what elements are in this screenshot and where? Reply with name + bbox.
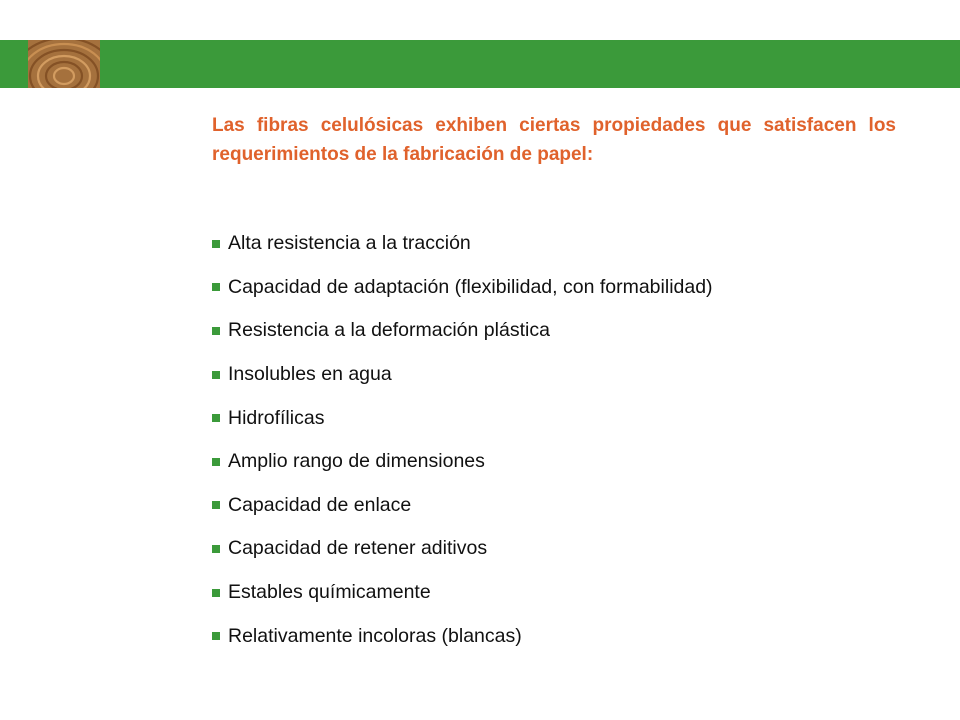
header-bar xyxy=(0,40,960,88)
list-item xyxy=(212,440,713,484)
square-bullet-icon xyxy=(212,458,220,466)
wood-rings-icon xyxy=(28,40,100,88)
list-item xyxy=(212,614,713,658)
list-item-label: Amplio rango de dimensiones xyxy=(228,450,485,473)
intro-heading: Las fibras celulósicas exhiben ciertas propiedades que satisfacen los requerimientos de la fabricación de papel: xyxy=(212,115,896,165)
list-item xyxy=(212,266,713,310)
list-item xyxy=(212,527,713,571)
square-bullet-icon xyxy=(212,414,220,422)
list-item-label: Estables químicamente xyxy=(228,581,431,604)
property-list xyxy=(212,222,713,658)
square-bullet-icon xyxy=(212,283,220,291)
list-item-label: Capacidad de retener aditivos xyxy=(228,537,488,560)
square-bullet-icon xyxy=(212,632,220,640)
list-item-label: Resistencia a la deformación plástica xyxy=(228,319,550,342)
list-item xyxy=(212,353,713,397)
square-bullet-icon xyxy=(212,327,220,335)
square-bullet-icon xyxy=(212,501,220,509)
list-item-label: Relativamente incoloras (blancas) xyxy=(228,624,522,647)
square-bullet-icon xyxy=(212,589,220,597)
list-item-label: Alta resistencia a la tracción xyxy=(228,232,471,255)
list-item xyxy=(212,222,713,266)
list-item-label: Insolubles en agua xyxy=(228,363,392,386)
square-bullet-icon xyxy=(212,240,220,248)
list-item-label: Hidrofílicas xyxy=(228,406,325,429)
list-item xyxy=(212,484,713,528)
list-item-label: Capacidad de enlace xyxy=(228,493,412,516)
square-bullet-icon xyxy=(212,371,220,379)
list-item-label: Capacidad de adaptación (flexibilidad, con formabilidad) xyxy=(228,275,713,298)
list-item xyxy=(212,309,713,353)
list-item xyxy=(212,571,713,615)
list-item xyxy=(212,396,713,440)
square-bullet-icon xyxy=(212,545,220,553)
